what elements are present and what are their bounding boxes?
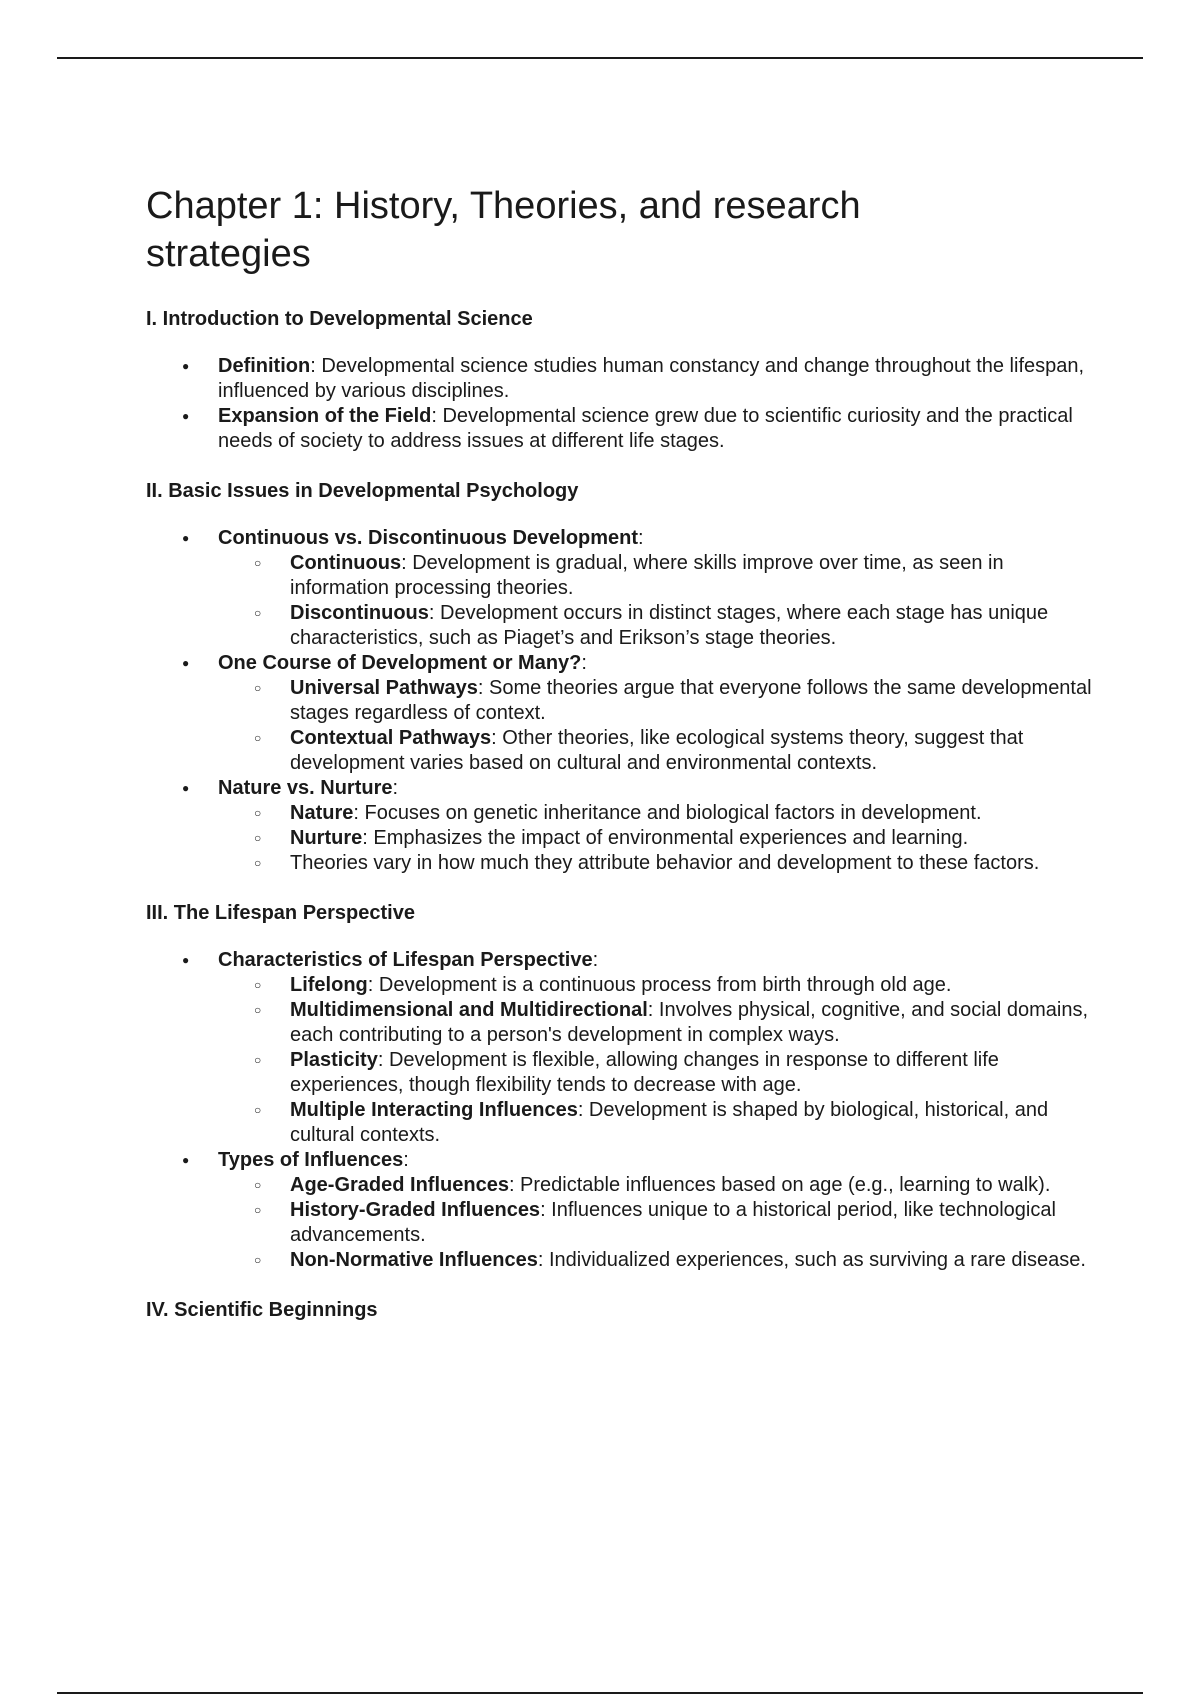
sub-list-item [218,801,1096,826]
top-rule [57,57,1143,59]
item-text: : Developmental science grew due to scientific curiosity and the practical needs of society to address issues at different life stages. [218,405,1073,452]
item-term: One Course of Development or Many? [218,652,582,674]
subitem-text: : Development is shaped by biological, historical, and cultural contexts. [290,1099,1049,1146]
section-heading: II. Basic Issues in Developmental Psychology [146,480,579,502]
subitem-text: : Influences unique to a historical period, like technological advancements. [290,1199,1056,1246]
bullet-list [146,354,1096,454]
subitem-text: : Emphasizes the impact of environmental experiences and learning. [362,827,969,849]
item-term: Definition [218,355,311,377]
item-text: : [592,949,599,971]
sub-list-item [218,1173,1096,1198]
sub-list-item [218,1098,1096,1148]
item-text: : [638,527,644,549]
sub-list-item [218,551,1096,601]
subitem-term: Continuous [290,552,402,574]
subitem-term: Universal Pathways [290,677,478,699]
section-lifespan-perspective [146,900,1096,1273]
subitem-text: : Some theories argue that everyone follows the same developmental stages regardless of context. [290,677,1092,724]
sub-list [218,801,1096,876]
subitem-text: : Involves physical, cognitive, and social domains, each contributing to a person's development in complex ways. [290,999,1089,1046]
section-scientific-beginnings [146,1297,1096,1323]
list-item [146,1148,1096,1273]
list-item [146,651,1096,776]
item-term: Expansion of the Field [218,405,432,427]
item-term: Continuous vs. Discontinuous Development [218,527,639,549]
bullet-list [146,948,1096,1273]
sub-list-item [218,1248,1096,1273]
subitem-term: Age-Graded Influences [290,1174,509,1196]
page-title: Chapter 1: History, Theories, and research strategies [146,185,861,275]
subitem-term: Nature [290,802,354,824]
sub-list-item [218,998,1096,1048]
subitem-term: Plasticity [290,1049,378,1071]
subitem-text: : Individualized experiences, such as surviving a rare disease. [537,1249,1086,1271]
subitem-term: Nurture [290,827,363,849]
subitem-term: History-Graded Influences [290,1199,541,1221]
subitem-text: : Development is a continuous process from birth through old age. [367,974,952,996]
subitem-term: Multidimensional and Multidirectional [290,999,648,1021]
subitem-text: Theories vary in how much they attribute behavior and development to these factors. [290,852,1040,874]
sub-list-item [218,973,1096,998]
subitem-text: : Other theories, like ecological systems theory, suggest that development varies based on cultural and environmental contexts. [290,727,1024,774]
subitem-term: Multiple Interacting Influences [290,1099,578,1121]
sub-list [218,551,1096,651]
item-text: : [581,652,587,674]
list-item [146,354,1096,404]
sub-list-item [218,676,1096,726]
subitem-term: Discontinuous [290,602,429,624]
sub-list-item [218,851,1096,876]
sub-list-item [218,601,1096,651]
list-item [146,948,1096,1148]
section-basic-issues [146,478,1096,876]
subitem-term: Lifelong [290,974,368,996]
section-heading: I. Introduction to Developmental Science [146,308,533,330]
sub-list-item [218,1198,1096,1248]
subitem-text: : Development is flexible, allowing changes in response to different life experiences, though flexibility tends to decrease with age. [290,1049,999,1096]
item-term: Nature vs. Nurture [218,777,393,799]
section-heading: IV. Scientific Beginnings [146,1299,378,1321]
list-item [146,526,1096,651]
sub-list-item [218,726,1096,776]
document-body [146,182,1096,1323]
section-heading: III. The Lifespan Perspective [146,902,415,924]
bottom-rule [57,1692,1143,1694]
subitem-term: Contextual Pathways [290,727,492,749]
item-text: : Developmental science studies human constancy and change throughout the lifespan, influenced by various disciplines. [218,355,1085,402]
sub-list [218,973,1096,1148]
item-term: Characteristics of Lifespan Perspective [218,949,593,971]
subitem-text: : Focuses on genetic inheritance and biological factors in development. [353,802,982,824]
bullet-list [146,526,1096,876]
subitem-text: : Predictable influences based on age (e.g., learning to walk). [508,1174,1051,1196]
subitem-text: : Development occurs in distinct stages, where each stage has unique characteristics, such as Piaget’s and Erikson’s stage theories. [290,602,1049,649]
list-item [146,404,1096,454]
item-term: Types of Influences [218,1149,404,1171]
sub-list [218,676,1096,776]
sub-list-item [218,826,1096,851]
list-item [146,776,1096,876]
item-text: : [392,777,399,799]
sub-list [218,1173,1096,1273]
sub-list-item [218,1048,1096,1098]
item-text: : [403,1149,409,1171]
section-introduction [146,306,1096,454]
subitem-text: : Development is gradual, where skills improve over time, as seen in information processing theories. [290,552,1004,599]
subitem-term: Non-Normative Influences [290,1249,538,1271]
